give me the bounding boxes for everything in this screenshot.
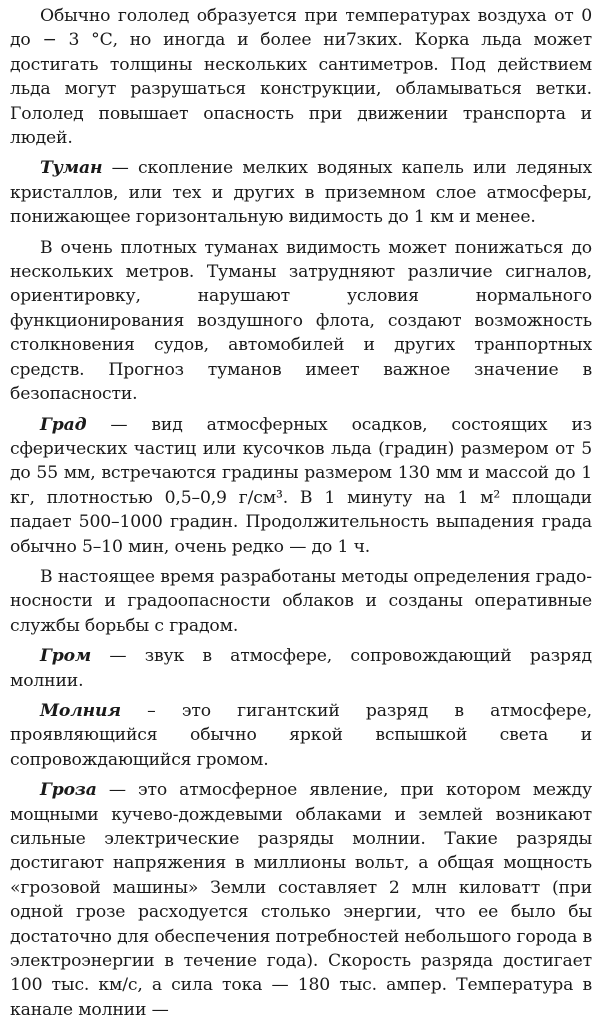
paragraph-text: — звук в атмосфере, сопровождающий разряд молнии.: [10, 646, 592, 691]
paragraph-lightning-definition: [10, 699, 592, 772]
paragraph-hail-methods: [10, 565, 592, 638]
paragraph-fog-visibility: [10, 236, 592, 407]
term-thunder: Гром: [40, 646, 92, 667]
paragraph-glaze-ice: [10, 4, 592, 150]
paragraph-thunderstorm-definition: [10, 778, 592, 1022]
document-page: [10, 4, 592, 1022]
paragraph-text: — это атмосферное явление, при котором между мощными кучево-дождевыми облаками и землей возникают сильные электрические разряды молнии. Такие разряды достигают напряжения в миллионы вольт, а общая мощность «грозовой машины» Земли составляет 2 млн киловатт (при одной грозе расходуется столько энергии, что ее было бы достаточно для обеспечения потребностей небольшого города в электроэнергии в течение года). Скорость разряда достигает 100 тыс. км/с, а сила тока — 180 тыс. ампер. Температура в канале молнии —: [10, 780, 592, 1020]
term-fog: Туман: [40, 158, 103, 179]
term-lightning: Молния: [40, 700, 121, 721]
paragraph-thunder-definition: [10, 644, 592, 693]
paragraph-text: — скопление мелких водяных капель или ледяных кристаллов, или тех и других в приземном слое атмосферы, понижающее горизонтальную видимость до 1 км и менее.: [10, 158, 592, 228]
paragraph-text: В настоящее время разработаны методы определения градоносности и градоопасности облаков и созданы оперативные службы борьбы с градом.: [10, 566, 592, 636]
paragraph-fog-definition: [10, 156, 592, 229]
paragraph-text: – это гигантский разряд в атмосфере, проявляющийся обычно яркой вспышкой света и сопровождающийся громом.: [10, 700, 592, 770]
paragraph-text: Обычно гололед образуется при температурах воздуха от 0 до − 3 °С, но иногда и более ни7зких. Корка льда может достигать толщины нескольких сантиметров. Под действием льда могут разрушаться конструкции, обламываться ветки. Гололед повышает опасность при движении транспорта и людей.: [10, 6, 592, 149]
paragraph-text: В очень плотных туманах видимость может понижаться до нескольких метров. Туманы затрудняют различие сигналов, ориентировку, нарушают условия нормального функционирования воздушного флота, создают возможность столкновения судов, автомобилей и других транпортных средств. Прогноз туманов имеет важное значение в безопасности.: [10, 237, 592, 405]
term-hail: Град: [40, 414, 87, 435]
paragraph-hail-definition: [10, 413, 592, 559]
term-thunderstorm: Гроза: [40, 780, 97, 801]
paragraph-text: — вид атмосферных осадков, состоящих из сферических частиц или кусочков льда (градин) размером от 5 до 55 мм, встречаются градины размером 130 мм и массой до 1 кг, плотностью 0,5–0,9 г/см³. В 1 минуту на 1 м² площади падает 500–1000 градин. Продолжительность выпадения града обычно 5–10 мин, очень редко — до 1 ч.: [10, 414, 592, 557]
